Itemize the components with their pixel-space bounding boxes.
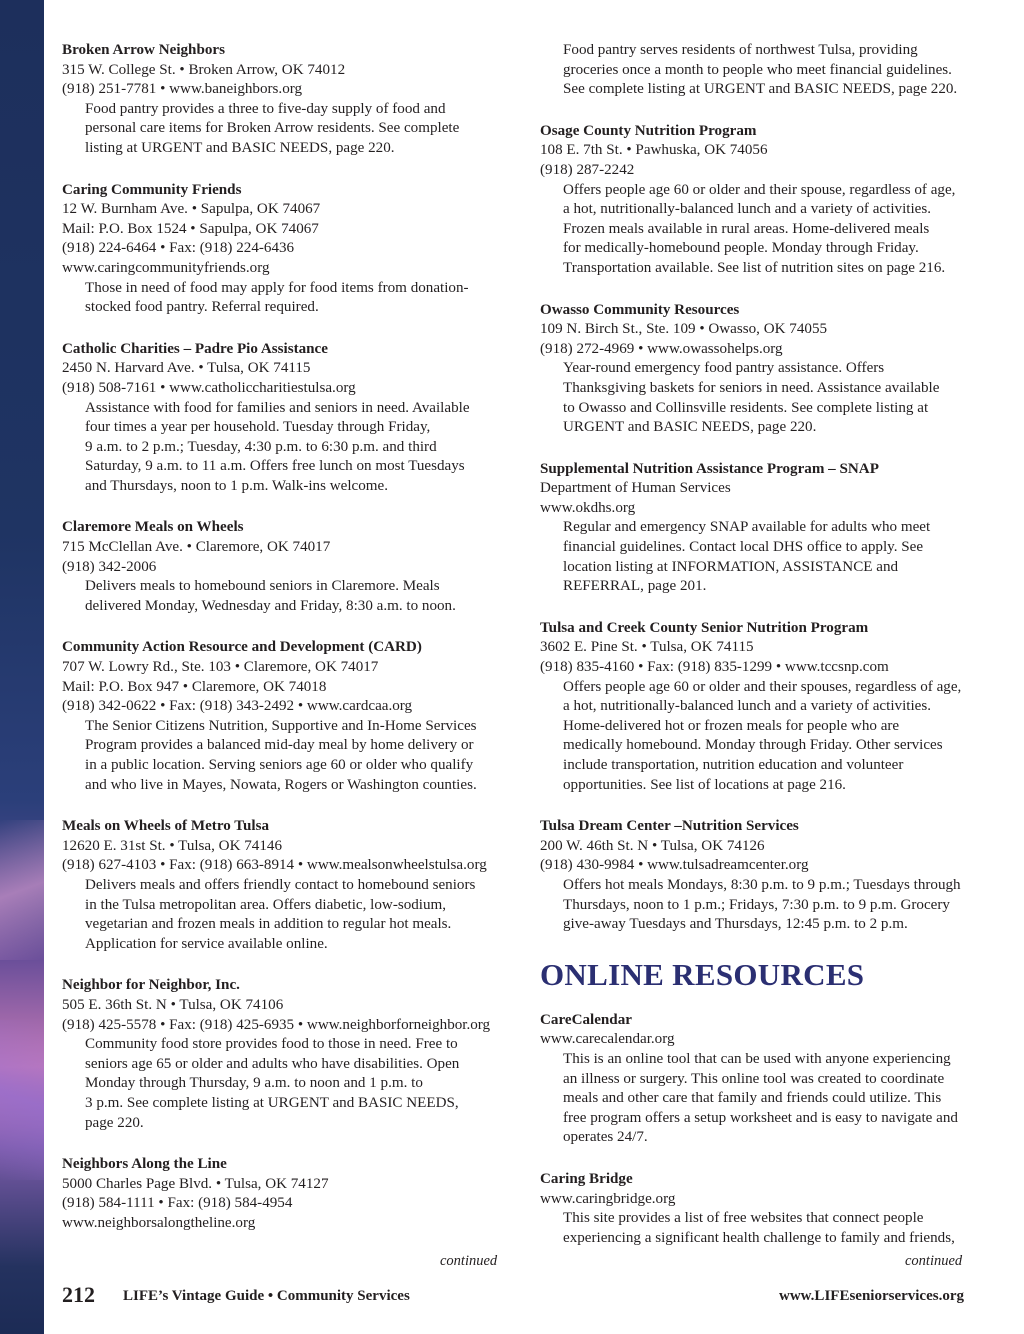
description-line: meals and other care that family and friends could utilize. This — [563, 1090, 942, 1107]
description-line: Application for service available online. — [85, 935, 328, 952]
listing-entry — [62, 41, 502, 159]
listing-detail-line: www.caringbridge.org — [540, 1190, 676, 1207]
description-line: This site provides a list of free websites that connect people — [563, 1210, 924, 1227]
listing-entry — [62, 1155, 502, 1233]
listing-detail-line: 315 W. College St. • Broken Arrow, OK 74012 — [62, 61, 346, 78]
listing-name: Claremore Meals on Wheels — [62, 519, 244, 536]
description-line: for medically-homebound people. Monday through Friday. — [563, 240, 919, 257]
listing-detail-line: (918) 835-4160 • Fax: (918) 835-1299 • www.tccsnp.com — [540, 659, 889, 676]
description-line: groceries once a month to people who meet financial guidelines. — [563, 61, 952, 78]
listing-detail-line: 715 McClellan Ave. • Claremore, OK 74017 — [62, 539, 331, 556]
listing-name: Caring Bridge — [540, 1170, 633, 1187]
description-line: Food pantry provides a three to five-day supply of food and — [85, 100, 446, 117]
section-heading: ONLINE RESOURCES — [540, 956, 865, 992]
listing-name: Osage County Nutrition Program — [540, 122, 757, 139]
description-line: REFERRAL, page 201. — [563, 578, 707, 595]
listing-entry — [62, 638, 502, 795]
listing-detail-line: 200 W. 46th St. N • Tulsa, OK 74126 — [540, 837, 765, 854]
listing-entry — [540, 122, 980, 279]
listing-name: Broken Arrow Neighbors — [62, 42, 225, 58]
description-line: See complete listing at URGENT and BASIC NEEDS, page 220. — [563, 81, 958, 98]
description-line: experiencing a significant health challenge to family and friends, — [563, 1229, 955, 1246]
listing-entry — [62, 340, 502, 497]
page-footer — [62, 1284, 964, 1310]
description-line: Frozen meals available in rural areas. Home-delivered meals — [563, 220, 930, 237]
footer-url: www.LIFEseniorservices.org — [779, 1288, 964, 1304]
listing-description — [540, 1209, 980, 1248]
listing-name: Caring Community Friends — [62, 181, 242, 198]
description-line: financial guidelines. Contact local DHS office to apply. See — [563, 539, 924, 556]
description-line: Food pantry serves residents of northwest Tulsa, providing — [563, 42, 918, 58]
listing-name: Supplemental Nutrition Assistance Program – SNAP — [540, 460, 879, 477]
listing-entry — [62, 817, 502, 954]
listing-name: CareCalendar — [540, 1011, 632, 1028]
listing-entry — [62, 518, 502, 616]
listing-name: Meals on Wheels of Metro Tulsa — [62, 818, 269, 835]
right-column — [540, 41, 980, 1270]
description-line: give-away Tuesdays and Thursdays, 12:45 p.m. to 2 p.m. — [563, 916, 908, 933]
description-line: Monday through Thursday, 9 a.m. to noon and 1 p.m. to — [85, 1075, 423, 1092]
right-entries — [540, 122, 980, 935]
listing-name: Owasso Community Resources — [540, 301, 740, 318]
listing-detail-line: 109 N. Birch St., Ste. 109 • Owasso, OK 74055 — [540, 321, 828, 338]
description-line: Program provides a balanced mid-day meal by home delivery or — [85, 737, 474, 754]
description-line: Offers people age 60 or older and their spouse, regardless of age, — [563, 181, 956, 198]
listing-detail-line: 108 E. 7th St. • Pawhuska, OK 74056 — [540, 142, 768, 159]
description-line: seniors age 65 or older and adults who have disabilities. Open — [85, 1055, 460, 1072]
listing-detail-line: (918) 425-5578 • Fax: (918) 425-6935 • www.neighborforneighbor.org — [62, 1016, 491, 1033]
description-line: Thursdays, noon to 1 p.m.; Fridays, 7:30 p.m. to 9 p.m. Grocery — [563, 896, 950, 913]
listing-detail-line: (918) 430-9984 • www.tulsadreamcenter.org — [540, 857, 809, 874]
description-line: listing at URGENT and BASIC NEEDS, page 220. — [85, 139, 395, 156]
listing-name: Neighbors Along the Line — [62, 1156, 227, 1173]
listing-description — [62, 876, 502, 954]
description-line: operates 24/7. — [563, 1129, 648, 1146]
description-line: location listing at INFORMATION, ASSISTANCE and — [563, 558, 899, 575]
description-line: Delivers meals to homebound seniors in Claremore. Meals — [85, 578, 440, 595]
description-line: Regular and emergency SNAP available for adults who meet — [563, 519, 931, 536]
description-line: and Thursdays, noon to 1 p.m. Walk-ins welcome. — [85, 477, 388, 494]
description-line: in a public location. Serving seniors age 60 or older who qualify — [85, 757, 474, 773]
description-line: a hot, nutritionally-balanced lunch and a variety of activities. — [563, 698, 931, 715]
listing-detail-line: 2450 N. Harvard Ave. • Tulsa, OK 74115 — [62, 360, 311, 377]
description-line: include transportation, nutrition education and volunteer — [563, 757, 904, 773]
listing-entry — [540, 1170, 980, 1248]
listing-description — [540, 518, 980, 596]
listing-description — [62, 100, 502, 159]
description-line: and who live in Mayes, Nowata, Rogers or Washington counties. — [85, 776, 477, 793]
listing-detail-line: 12620 E. 31st St. • Tulsa, OK 74146 — [62, 837, 282, 854]
description-line: stocked food pantry. Referral required. — [85, 299, 319, 316]
description-line: Community food store provides food to those in need. Free to — [85, 1036, 458, 1053]
listing-entry — [540, 301, 980, 438]
description-line: Year-round emergency food pantry assistance. Offers — [563, 360, 885, 377]
listing-detail-line: (918) 342-2006 — [62, 558, 157, 575]
left-column — [62, 41, 502, 1255]
listing-detail-line: 505 E. 36th St. N • Tulsa, OK 74106 — [62, 996, 284, 1013]
listing-description — [62, 577, 502, 616]
listing-entry — [540, 817, 980, 935]
description-line: delivered Monday, Wednesday and Friday, 8:30 a.m. to noon. — [85, 597, 456, 614]
listing-name: Neighbor for Neighbor, Inc. — [62, 977, 240, 994]
description-line: Offers hot meals Mondays, 8:30 p.m. to 9 p.m.; Tuesdays through — [563, 876, 961, 893]
listing-entry — [62, 976, 502, 1133]
listing-detail-line: 707 W. Lowry Rd., Ste. 103 • Claremore, OK 74017 — [62, 659, 379, 676]
listing-detail-line: www.carecalendar.org — [540, 1031, 675, 1048]
description-line: URGENT and BASIC NEEDS, page 220. — [563, 419, 817, 436]
description-line: a hot, nutritionally-balanced lunch and a variety of activities. — [563, 201, 931, 218]
listing-detail-line: 3602 E. Pine St. • Tulsa, OK 74115 — [540, 639, 754, 656]
description-line: 3 p.m. See complete listing at URGENT and BASIC NEEDS, — [85, 1094, 459, 1111]
listing-description — [540, 359, 980, 437]
description-line: vegetarian and frozen meals in addition to regular hot meals. — [85, 916, 452, 933]
description-line: personal care items for Broken Arrow residents. See complete — [85, 120, 460, 137]
description-line: to Owasso and Collinsville residents. See complete listing at — [563, 399, 929, 416]
listing-detail-line: (918) 627-4103 • Fax: (918) 663-8914 • www.mealsonwheelstulsa.org — [62, 857, 487, 874]
listing-detail-line: (918) 342-0622 • Fax: (918) 343-2492 • www.cardcaa.org — [62, 698, 413, 715]
description-line: Assistance with food for families and seniors in need. Available — [85, 399, 470, 416]
listing-description — [540, 876, 980, 935]
description-line: free program offers a setup worksheet and is easy to navigate and — [563, 1109, 958, 1126]
listing-entry — [540, 1011, 980, 1148]
listing-description — [62, 279, 502, 318]
decorative-sidebar — [0, 0, 44, 1334]
listing-detail-line: 12 W. Burnham Ave. • Sapulpa, OK 74067 — [62, 201, 321, 218]
listing-name: Tulsa and Creek County Senior Nutrition Program — [540, 619, 869, 636]
description-line: four times a year per household. Tuesday through Friday, — [85, 419, 431, 436]
page-number: 212 — [62, 1282, 95, 1307]
online-resources-list — [540, 1011, 980, 1249]
listing-detail-line: Department of Human Services — [540, 480, 731, 497]
listing-description — [540, 181, 980, 279]
listing-description — [62, 399, 502, 497]
listing-detail-line: Mail: P.O. Box 1524 • Sapulpa, OK 74067 — [62, 220, 319, 237]
listing-detail-line: (918) 272-4969 • www.owassohelps.org — [540, 340, 783, 357]
continued-label: continued — [905, 1253, 963, 1269]
listing-description — [540, 678, 980, 796]
listing-detail-line: (918) 224-6464 • Fax: (918) 224-6436 — [62, 240, 295, 257]
listing-entry — [62, 181, 502, 318]
description-line: Saturday, 9 a.m. to 11 a.m. Offers free lunch on most Tuesdays — [85, 458, 465, 475]
description-line: Offers people age 60 or older and their spouses, regardless of age, — [563, 678, 962, 695]
description-line: an illness or surgery. This online tool was created to coordinate — [563, 1070, 945, 1087]
listing-detail-line: www.caringcommunityfriends.org — [62, 259, 270, 276]
listing-detail-line: (918) 251-7781 • www.baneighbors.org — [62, 81, 303, 98]
listing-entry — [540, 460, 980, 597]
listing-name: Tulsa Dream Center –Nutrition Services — [540, 818, 799, 835]
description-line: Those in need of food may apply for food items from donation- — [85, 279, 469, 296]
description-line: page 220. — [85, 1114, 144, 1131]
description-line: opportunities. See list of locations at page 216. — [563, 776, 846, 793]
description-line: medically homebound. Monday through Friday. Other services — [563, 737, 943, 754]
description-line: Transportation available. See list of nutrition sites on page 216. — [563, 259, 946, 276]
listing-description — [62, 717, 502, 795]
listing-name: Community Action Resource and Development (CARD) — [62, 639, 422, 656]
sidebar-glow — [0, 1020, 44, 1180]
footer-title: LIFE’s Vintage Guide • Community Services — [123, 1288, 410, 1304]
description-line: 9 a.m. to 2 p.m.; Tuesday, 4:30 p.m. to 6:30 p.m. and third — [85, 438, 437, 455]
listing-entry — [540, 619, 980, 795]
description-line: Delivers meals and offers friendly contact to homebound seniors — [85, 876, 476, 893]
listing-description — [62, 1035, 502, 1133]
description-line: The Senior Citizens Nutrition, Supportive and In-Home Services — [85, 717, 477, 734]
sidebar-glow — [0, 820, 44, 960]
listing-detail-line: (918) 287-2242 — [540, 161, 635, 178]
listing-detail-line: www.neighborsalongtheline.org — [62, 1214, 256, 1231]
listing-detail-line: (918) 584-1111 • Fax: (918) 584-4954 — [62, 1195, 293, 1212]
description-line: Thanksgiving baskets for seniors in need. Assistance available — [563, 379, 940, 396]
description-line: Home-delivered hot or frozen meals for people who are — [563, 717, 900, 734]
description-line: This is an online tool that can be used with anyone experiencing — [563, 1050, 951, 1067]
listing-detail-line: (918) 508-7161 • www.catholiccharitiestulsa.org — [62, 379, 356, 396]
listing-detail-line: Mail: P.O. Box 947 • Claremore, OK 74018 — [62, 678, 327, 695]
listing-name: Catholic Charities – Padre Pio Assistance — [62, 340, 328, 357]
continued-label: continued — [440, 1253, 498, 1269]
listing-description — [540, 1050, 980, 1148]
continued-description — [540, 41, 980, 100]
listing-detail-line: 5000 Charles Page Blvd. • Tulsa, OK 74127 — [62, 1175, 329, 1192]
description-line: in the Tulsa metropolitan area. Offers diabetic, low-sodium, — [85, 896, 447, 913]
listing-detail-line: www.okdhs.org — [540, 499, 636, 516]
